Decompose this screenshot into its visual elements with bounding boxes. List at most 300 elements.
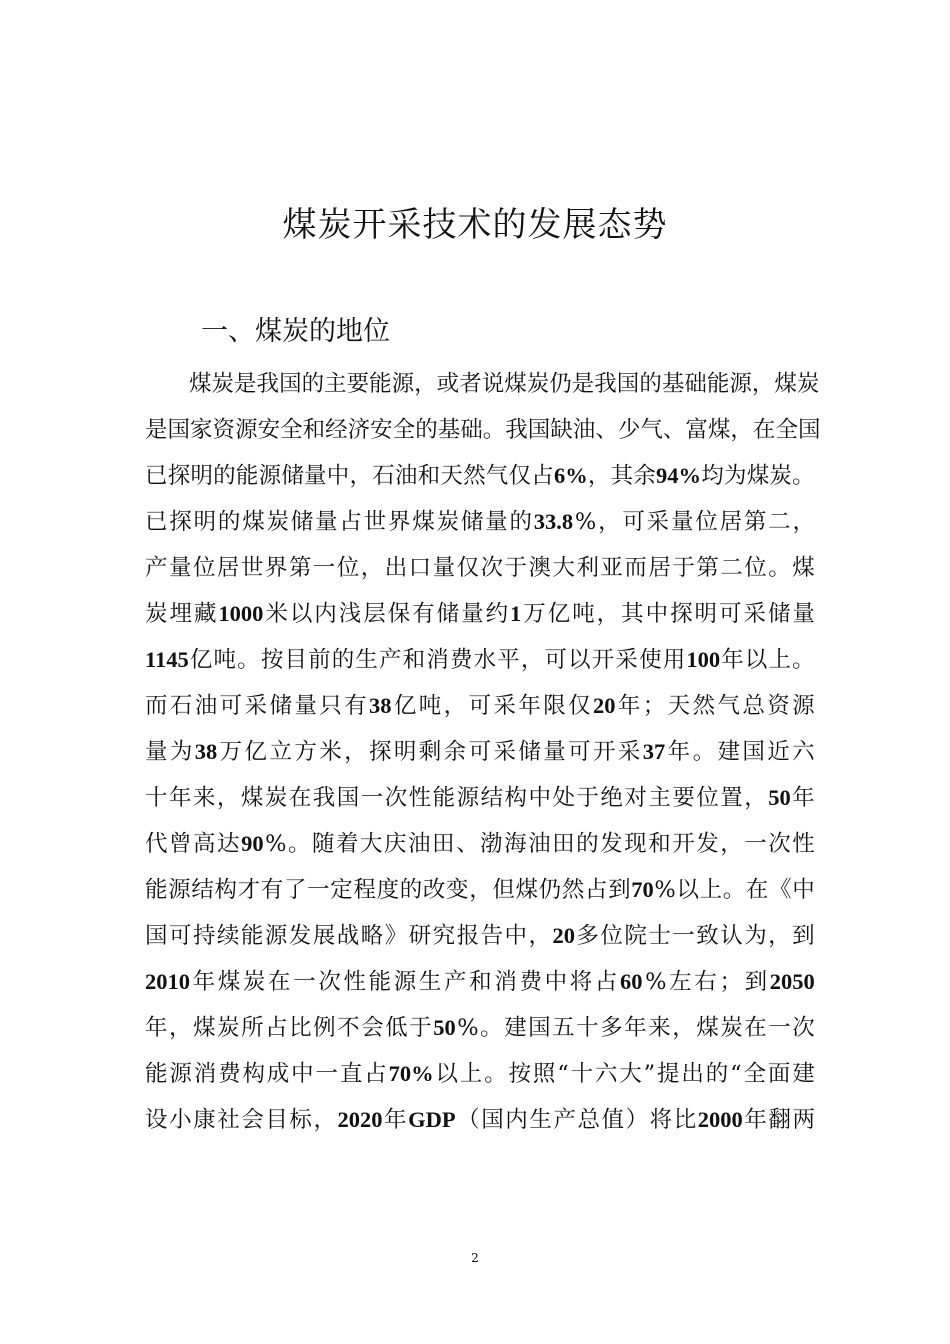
text-char: 消 — [426, 647, 449, 673]
document-title: 煤炭开采技术的发展态势 — [282, 205, 668, 245]
text-char: 年 — [617, 693, 641, 719]
text-char: 社 — [217, 1107, 240, 1133]
text-char: ； — [642, 693, 666, 719]
text-char: 仅 — [508, 463, 532, 489]
text-char: 采 — [493, 739, 516, 765]
text-char: 者 — [459, 371, 482, 397]
text-char: 济 — [347, 417, 371, 443]
text-char: 煤 — [217, 969, 241, 995]
text-char: 油 — [528, 831, 551, 857]
bold-number: 20 — [552, 923, 575, 948]
text-char: 构 — [504, 785, 528, 811]
text-char: 国 — [742, 739, 765, 765]
text-char: 础 — [684, 371, 707, 397]
text-char: 约 — [485, 601, 509, 627]
bold-number: 70 — [631, 877, 654, 902]
text-char: 将 — [649, 1107, 673, 1133]
bold-number: 38 — [194, 739, 218, 764]
text-char: 标 — [289, 1107, 312, 1133]
text-char: 度 — [376, 877, 400, 903]
paragraph-line — [145, 1097, 815, 1143]
text-char: 国 — [336, 785, 360, 811]
text-char: 的 — [415, 417, 438, 443]
text-char: 采 — [493, 693, 516, 719]
text-char: 油 — [194, 693, 218, 719]
text-char: ， — [720, 831, 743, 857]
text-char: 平 — [497, 647, 520, 673]
text-char: 来 — [192, 785, 216, 811]
text-char: 国 — [797, 417, 821, 443]
text-char: 一 — [307, 877, 330, 903]
text-char: 发 — [696, 831, 719, 857]
text-char: 说 — [481, 371, 505, 397]
text-char: 能 — [369, 371, 392, 397]
text-char: 费 — [218, 1061, 241, 1087]
text-char: 按 — [508, 1061, 532, 1087]
text-char: 能 — [145, 877, 168, 903]
text-char: 费 — [519, 969, 542, 995]
text-char: 能 — [432, 785, 456, 811]
text-char: 采 — [615, 647, 638, 673]
text-char: 占 — [584, 877, 608, 903]
text-char: 次 — [384, 785, 408, 811]
text-char: 世 — [240, 555, 264, 581]
text-char: 采 — [617, 739, 641, 765]
text-char: 庆 — [384, 831, 407, 857]
text-char: ， — [792, 509, 815, 535]
text-char: 内 — [314, 601, 337, 627]
text-char: 前 — [308, 647, 331, 673]
paragraph-line — [145, 361, 820, 407]
text-char: 于 — [504, 555, 528, 581]
paragraph-line — [145, 499, 815, 545]
text-char: 全 — [280, 417, 303, 443]
text-char: 构 — [242, 1061, 265, 1087]
text-char: 国 — [167, 417, 191, 443]
text-char: 但 — [492, 877, 515, 903]
text-char: 产 — [379, 647, 402, 673]
text-char: 究 — [432, 923, 456, 949]
text-char: 的 — [331, 647, 355, 673]
text-char: 大 — [619, 1061, 642, 1087]
page-number: 2 — [471, 1251, 479, 1265]
text-char: 已 — [145, 509, 168, 535]
text-char: 炭 — [266, 509, 289, 535]
text-char: 而 — [624, 555, 647, 581]
text-char: 成 — [266, 1061, 290, 1087]
text-char: 翻 — [768, 1107, 791, 1133]
text-char: 的 — [213, 463, 236, 489]
text-char: 达 — [217, 831, 240, 857]
text-char: 是 — [145, 417, 168, 443]
text-char: 全 — [743, 1061, 766, 1087]
text-char: 可 — [544, 647, 568, 673]
text-char: 消 — [494, 969, 517, 995]
text-char: 口 — [408, 555, 432, 581]
text-char: “ — [557, 1061, 569, 1087]
text-char: 储 — [767, 601, 791, 627]
text-char: 天 — [440, 463, 463, 489]
text-char: （ — [457, 1107, 480, 1133]
text-char: 煤 — [792, 555, 815, 581]
text-char: 以 — [568, 647, 591, 673]
text-char: 总 — [742, 693, 765, 719]
text-char: 内 — [505, 1107, 528, 1133]
text-char: ， — [443, 693, 467, 719]
text-char: 富 — [685, 417, 708, 443]
bold-number: 2000 — [697, 1107, 743, 1132]
text-char: 比 — [673, 1107, 697, 1133]
text-char: 六 — [792, 739, 815, 765]
text-char: 而 — [145, 693, 168, 719]
section-heading: 一、煤炭的地位 — [201, 316, 390, 347]
text-char: 了 — [283, 877, 307, 903]
text-char: 占 — [531, 463, 554, 489]
text-char: % — [574, 509, 597, 535]
text-char: 万 — [523, 601, 546, 627]
text-char: 年 — [145, 1015, 168, 1041]
text-char: 年 — [384, 1107, 407, 1133]
text-char: 开 — [672, 831, 695, 857]
body-text — [145, 361, 821, 1143]
bold-number: 1145 — [145, 647, 189, 672]
text-char: 源 — [391, 371, 415, 397]
text-char: 的 — [576, 831, 599, 857]
text-char: 要 — [672, 785, 695, 811]
text-char: 有 — [412, 601, 435, 627]
text-char: 构 — [214, 877, 237, 903]
text-char: 。 — [480, 1015, 503, 1041]
text-char: 》 — [384, 923, 408, 949]
text-char: ， — [587, 463, 611, 489]
text-char: 到 — [608, 877, 631, 903]
text-char: 上 — [699, 877, 723, 903]
text-char: 随 — [311, 831, 335, 857]
text-char: 我 — [256, 371, 280, 397]
text-char: 余 — [443, 739, 467, 765]
text-char: 总 — [577, 1107, 600, 1133]
text-char: 源 — [393, 969, 417, 995]
text-char: 我 — [594, 371, 617, 397]
text-char: 亿 — [547, 601, 571, 627]
bold-number: 33.8 — [533, 509, 574, 534]
text-char: 的 — [217, 509, 241, 535]
text-char: 有 — [260, 877, 284, 903]
paragraph-line — [145, 729, 815, 775]
text-char: 源 — [168, 877, 191, 903]
text-char: 生 — [355, 647, 378, 673]
text-char: 续 — [216, 923, 240, 949]
text-char: 米 — [265, 601, 288, 627]
text-char: 建 — [504, 1015, 527, 1041]
text-char: ， — [344, 739, 367, 765]
text-char: 是 — [234, 371, 257, 397]
text-char: 一 — [360, 785, 384, 811]
text-char: 次 — [768, 831, 791, 857]
text-char: 、 — [662, 417, 686, 443]
text-char: 界 — [264, 555, 288, 581]
text-char: 以 — [289, 601, 313, 627]
text-char: 发 — [288, 923, 312, 949]
text-char: 资 — [767, 693, 790, 719]
text-char: 到 — [792, 923, 815, 949]
text-char: 为 — [169, 739, 193, 765]
text-char: % — [645, 969, 667, 995]
text-char: 煤 — [189, 371, 212, 397]
text-char: 明 — [393, 739, 417, 765]
text-char: 和 — [417, 463, 441, 489]
bold-number: 70% — [388, 1061, 434, 1086]
text-char: 和 — [648, 831, 671, 857]
text-char: 量 — [461, 601, 484, 627]
text-char: 建 — [717, 739, 740, 765]
text-char: 于 — [672, 555, 695, 581]
text-char: 小 — [169, 1107, 192, 1133]
text-char: 储 — [281, 463, 304, 489]
bold-number: 94% — [656, 463, 702, 488]
text-char: 中 — [528, 785, 552, 811]
text-char: 。 — [792, 647, 815, 673]
text-char: 和 — [402, 647, 426, 673]
text-char: 多 — [576, 923, 599, 949]
text-char: 不 — [337, 1015, 360, 1041]
text-char: 左 — [669, 969, 692, 995]
text-char: 在 — [744, 1015, 767, 1041]
text-char: 产 — [553, 1107, 576, 1133]
bold-number: 38 — [369, 693, 392, 718]
text-char: ， — [469, 877, 492, 903]
text-char: 。 — [484, 1061, 507, 1087]
text-char: 煤 — [240, 785, 264, 811]
text-char: 中 — [645, 601, 669, 627]
paragraph-line — [145, 453, 815, 499]
text-char: 可 — [622, 509, 645, 535]
text-char: 安 — [257, 417, 281, 443]
text-char: 储 — [269, 693, 292, 719]
text-char: 仅 — [568, 693, 591, 719]
text-char: 设 — [145, 1107, 168, 1133]
text-char: 十 — [570, 1061, 594, 1087]
text-char: 全 — [392, 417, 416, 443]
text-char: 。 — [792, 463, 815, 489]
text-char: 煤 — [707, 417, 731, 443]
text-char: ， — [528, 923, 552, 949]
text-char: 。 — [768, 555, 791, 581]
text-char: 量 — [304, 463, 327, 489]
text-char: 炭 — [217, 1015, 240, 1041]
text-char: 探 — [369, 739, 392, 765]
text-char: 位 — [600, 923, 623, 949]
text-char: 气 — [717, 693, 740, 719]
text-char: 中 — [792, 877, 815, 903]
text-char: 明 — [190, 463, 213, 489]
text-char: 能 — [145, 1061, 168, 1087]
text-char: “ — [730, 1061, 742, 1087]
text-char: 量 — [670, 509, 694, 535]
text-char: 量 — [315, 509, 338, 535]
text-char: 告 — [480, 923, 504, 949]
text-char: 代 — [145, 831, 168, 857]
text-char: 均 — [701, 463, 724, 489]
text-char: 产 — [444, 969, 467, 995]
text-char: 大 — [552, 555, 575, 581]
text-char: 一 — [672, 923, 695, 949]
text-char: 。 — [692, 739, 716, 765]
text-char: 储 — [290, 509, 314, 535]
text-char: 《 — [769, 877, 792, 903]
text-char: 、 — [456, 831, 479, 857]
text-char: 目 — [265, 1107, 288, 1133]
text-char: 吨 — [213, 647, 237, 673]
text-char: 次 — [792, 1015, 815, 1041]
bold-number: 2020 — [337, 1107, 383, 1132]
text-char: 国 — [145, 923, 168, 949]
text-char: 建 — [792, 1061, 815, 1087]
bold-number: 100 — [686, 647, 721, 672]
text-char: 居 — [648, 555, 671, 581]
text-char: 源 — [729, 371, 752, 397]
text-char: 院 — [624, 923, 647, 949]
text-char: 仍 — [549, 371, 572, 397]
text-char: 世 — [363, 509, 387, 535]
text-char: 础 — [460, 417, 483, 443]
text-char: 气 — [485, 463, 509, 489]
text-char: 我 — [505, 417, 528, 443]
text-char: 国 — [527, 417, 551, 443]
text-char: 面 — [767, 1061, 791, 1087]
text-char: 变 — [446, 877, 469, 903]
text-char: 才 — [237, 877, 261, 903]
text-char: 水 — [473, 647, 497, 673]
text-char: ， — [730, 417, 753, 443]
text-char: 将 — [569, 969, 593, 995]
text-char: 结 — [480, 785, 504, 811]
text-char: 吨 — [418, 693, 442, 719]
text-char: 曾 — [169, 831, 192, 857]
text-char: 全 — [775, 417, 798, 443]
text-char: 明 — [694, 601, 718, 627]
text-char: 或 — [436, 371, 460, 397]
text-char: 利 — [576, 555, 599, 581]
text-char: 藏 — [193, 601, 217, 627]
text-char: 国 — [279, 371, 302, 397]
text-char: 吨 — [572, 601, 595, 627]
text-char: 然 — [463, 463, 486, 489]
text-char: 改 — [422, 877, 446, 903]
text-char: 在 — [268, 969, 291, 995]
text-char: 探 — [169, 509, 192, 535]
text-char: 次 — [318, 969, 341, 995]
text-char: 采 — [743, 601, 766, 627]
text-char: 田 — [552, 831, 575, 857]
text-char: 以 — [744, 647, 768, 673]
text-char: 开 — [591, 647, 615, 673]
text-char: 。 — [722, 877, 746, 903]
text-char: 国 — [481, 1107, 504, 1133]
text-char: 性 — [408, 785, 432, 811]
text-char: 亿 — [189, 647, 213, 673]
text-char: 性 — [343, 969, 366, 995]
text-char: 石 — [372, 463, 395, 489]
text-char: 煤 — [774, 371, 797, 397]
bold-number: 50 — [768, 785, 791, 810]
text-char: 年 — [667, 739, 691, 765]
text-char: ， — [520, 647, 544, 673]
text-char: 在 — [288, 785, 312, 811]
text-char: ， — [169, 1015, 192, 1041]
text-char: 于 — [576, 785, 599, 811]
text-char: ， — [596, 601, 620, 627]
text-char: ” — [643, 1061, 656, 1087]
text-char: 油 — [572, 417, 596, 443]
text-char: 主 — [324, 371, 347, 397]
bold-number: 90 — [241, 831, 264, 856]
text-char: 余 — [633, 463, 656, 489]
text-char: 占 — [364, 1061, 387, 1087]
text-char: 位 — [192, 555, 216, 581]
text-char: 以 — [676, 877, 699, 903]
text-char: 层 — [363, 601, 386, 627]
text-char: 源 — [264, 923, 288, 949]
text-char: 储 — [460, 509, 484, 535]
text-char: 炭 — [769, 463, 792, 489]
text-char: 炭 — [211, 371, 235, 397]
bold-number: 2010 — [145, 969, 190, 994]
text-char: 二 — [720, 555, 743, 581]
text-char: 澳 — [528, 555, 552, 581]
text-char: 炭 — [526, 371, 550, 397]
text-char: 能 — [706, 371, 730, 397]
text-char: 探 — [670, 601, 693, 627]
paragraph-line — [145, 637, 815, 683]
text-char: 界 — [387, 509, 411, 535]
text-char: 康 — [193, 1107, 216, 1133]
paragraph-line — [145, 683, 815, 729]
text-char: 程 — [353, 877, 376, 903]
text-char: 量 — [168, 555, 192, 581]
text-char: 探 — [167, 463, 191, 489]
text-char: 量 — [543, 739, 566, 765]
text-char: 源 — [258, 463, 282, 489]
text-char: 占 — [339, 509, 362, 535]
text-char: 可 — [468, 739, 492, 765]
text-char: 开 — [593, 739, 616, 765]
text-char: 结 — [191, 877, 214, 903]
text-char: 能 — [368, 969, 392, 995]
text-char: 剩 — [418, 739, 442, 765]
paragraph-line — [145, 867, 815, 913]
text-char: 油 — [394, 463, 418, 489]
text-char: ， — [360, 555, 384, 581]
text-char: 量 — [432, 555, 456, 581]
text-char: 费 — [449, 647, 473, 673]
text-char: 国 — [616, 371, 640, 397]
text-char: 一 — [312, 555, 336, 581]
text-char: 可 — [168, 923, 192, 949]
text-char: 可 — [468, 693, 492, 719]
text-char: 主 — [648, 785, 671, 811]
text-char: 占 — [265, 1015, 288, 1041]
text-char: 和 — [469, 969, 492, 995]
text-char: 比 — [289, 1015, 312, 1041]
paragraph-line — [145, 591, 815, 637]
text-char: % — [457, 1015, 479, 1041]
text-char: 的 — [301, 371, 325, 397]
text-char: 基 — [661, 371, 685, 397]
text-char: 产 — [145, 555, 168, 581]
text-char: 可 — [719, 601, 742, 627]
text-char: 处 — [552, 785, 575, 811]
